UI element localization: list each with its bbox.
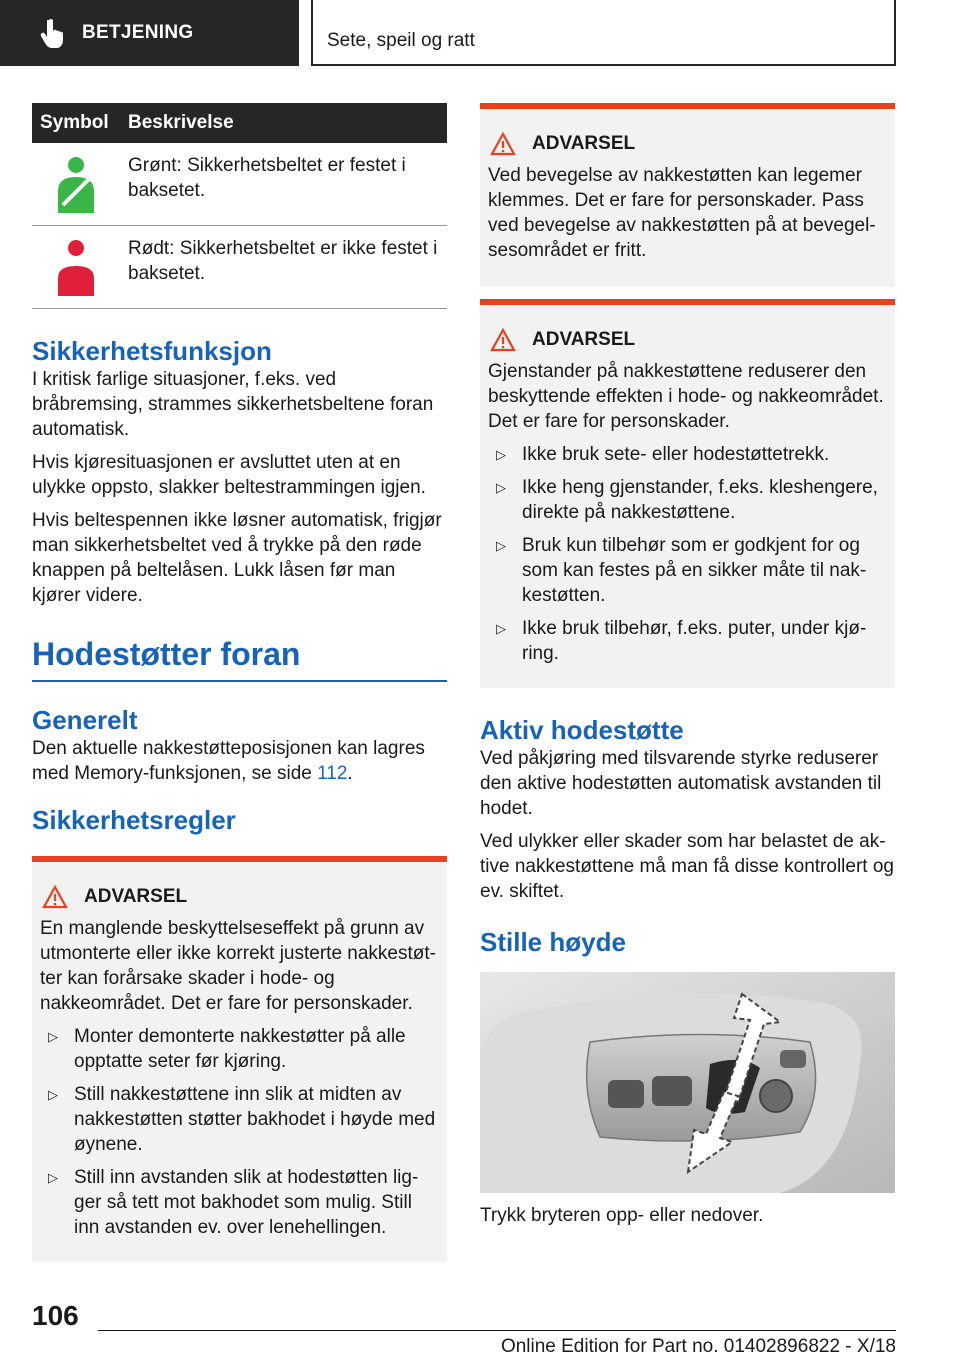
- warning-title: ADVARSEL: [532, 133, 636, 154]
- general-section: [32, 704, 447, 786]
- chapter-heading: Hodestøtter foran: [32, 634, 447, 682]
- bullet-triangle-icon: ▷: [496, 538, 506, 553]
- warning-box: [480, 299, 895, 688]
- list-item: ▷ Still nakkestøttene inn slik at midten av nakkestøtten støtter bakhodet i høyde med øynene.: [48, 1084, 436, 1155]
- list-item: ▷ Bruk kun tilbehør som er godkjent for og som kan festes på en sikker måte til nakkestøtten.: [496, 535, 867, 606]
- left-column: [32, 103, 447, 1262]
- warning-triangle-icon: [490, 132, 516, 156]
- section-heading: Sikkerhetsregler: [32, 805, 236, 835]
- symbol-table: [32, 103, 447, 309]
- warning-text: Gjenstander på nakkestøttene reduserer den beskyttende effekten i hode- og nakkeområdet. Det er fare for personskader.: [488, 361, 884, 432]
- list-item: ▷ Ikke heng gjenstander, f.eks. kleshengere, direkte på nakkestøttene.: [496, 477, 878, 523]
- warning-header: [488, 327, 887, 353]
- section-heading: Sikkerhetsfunksjon: [32, 336, 272, 366]
- table-row: [32, 143, 447, 226]
- footer-divider: [98, 1330, 896, 1331]
- section-title: BETJENING: [82, 22, 194, 43]
- bullet-triangle-icon: ▷: [48, 1029, 58, 1044]
- bullet-triangle-icon: ▷: [48, 1087, 58, 1102]
- warning-list: [40, 1024, 439, 1240]
- warning-title: ADVARSEL: [84, 886, 188, 907]
- table-cell-description: Grønt: Sikkerhetsbeltet er festet i baksetet.: [128, 155, 406, 201]
- section-heading: Aktiv hodestøtte: [480, 715, 684, 745]
- table-cell-symbol: [32, 226, 120, 308]
- bullet-triangle-icon: ▷: [48, 1170, 58, 1185]
- page-header: [0, 0, 960, 66]
- safety-function-section: [32, 335, 447, 608]
- warning-title: ADVARSEL: [532, 329, 636, 350]
- warning-box: [32, 856, 447, 1262]
- section-tab: [0, 0, 299, 66]
- active-headrest-section: [480, 714, 895, 904]
- table-header-symbol: Symbol: [40, 112, 109, 133]
- photo-caption: Trykk bryteren opp- eller nedover.: [480, 1205, 764, 1226]
- page-number: 106: [32, 1300, 79, 1331]
- paragraph: I kritisk farlige situasjoner, f.eks. ved bråbremsing, strammes sikkerhetsbeltene foran automatisk.: [32, 369, 434, 440]
- table-header-description: Beskrivelse: [128, 112, 234, 133]
- warning-header: [40, 884, 439, 910]
- warning-box: [480, 103, 895, 287]
- warning-triangle-icon: [490, 328, 516, 352]
- list-item: ▷ Still inn avstanden slik at hodestøtten ligger så tett mot bakhodet som mulig. Still inn avstanden ev. over lenehellingen.: [48, 1167, 419, 1238]
- paragraph: Hvis kjøresituasjonen er avsluttet uten at en ulykke oppsto, slakker beltestrammingen igjen.: [32, 452, 426, 498]
- paragraph: Ved påkjøring med tilsvarende styrke reduserer den aktive hodestøtten automatisk avstanden til hodet.: [480, 748, 882, 819]
- subsection-title: Sete, speil og ratt: [327, 30, 475, 51]
- table-header: [32, 103, 447, 143]
- red-seatbelt-icon: [55, 240, 97, 296]
- page-link[interactable]: 112: [317, 763, 348, 784]
- paragraph: Ved ulykker eller skader som har belastet de aktive nakkestøttene må man få disse kontrollert og ev. skiftet.: [480, 831, 894, 902]
- section-heading: Stille høyde: [480, 927, 626, 957]
- warning-list: [488, 442, 887, 666]
- table-row: [32, 226, 447, 309]
- table-cell-description: Rødt: Sikkerhetsbeltet er ikke festet i baksetet.: [128, 238, 438, 284]
- warning-header: [488, 131, 887, 157]
- bullet-triangle-icon: ▷: [496, 480, 506, 495]
- subsection-tab: [311, 0, 896, 66]
- table-cell-symbol: [32, 143, 120, 225]
- bullet-triangle-icon: ▷: [496, 621, 506, 636]
- seat-switch-illustration: [480, 972, 895, 1193]
- warning-text: En manglende beskyttelseseffekt på grunn av utmonterte eller ikke korrekt justerte nakkestøtter kan forårsake skader i hode- og nakkeområdet. Det er fare for personskader.: [40, 918, 436, 1014]
- paragraph: Hvis beltespennen ikke løsner automatisk, frigjør man sikkerhetsbeltet ved å trykke på den røde knappen på beltelåsen. Lukk låsen før man kjører videre.: [32, 510, 442, 606]
- list-item: ▷ Ikke bruk sete- eller hodestøttetrekk.: [496, 444, 830, 465]
- hand-pointer-icon: [38, 18, 68, 48]
- list-item: ▷ Ikke bruk tilbehør, f.eks. puter, under kjøring.: [496, 618, 867, 664]
- green-seatbelt-icon: [55, 157, 97, 213]
- bullet-triangle-icon: ▷: [496, 447, 506, 462]
- footer-edition: Online Edition for Part no. 01402896822 - X/18: [500, 1336, 896, 1357]
- paragraph: Den aktuelle nakkestøtteposisjonen kan lagres med Memory-funksjonen, se side 112.: [32, 738, 425, 784]
- list-item: ▷ Monter demonterte nakkestøtter på alle opptatte seter før kjøring.: [48, 1026, 406, 1072]
- seat-control-photo: [480, 972, 895, 1193]
- section-heading: Generelt: [32, 705, 138, 735]
- warning-text: Ved bevegelse av nakkestøtten kan legemer klemmes. Det er fare for personskader. Pass ved bevegelse av nakkestøtten på at bevegelsesområdet er fritt.: [488, 165, 876, 261]
- right-column: [480, 103, 895, 1236]
- warning-triangle-icon: [42, 885, 68, 909]
